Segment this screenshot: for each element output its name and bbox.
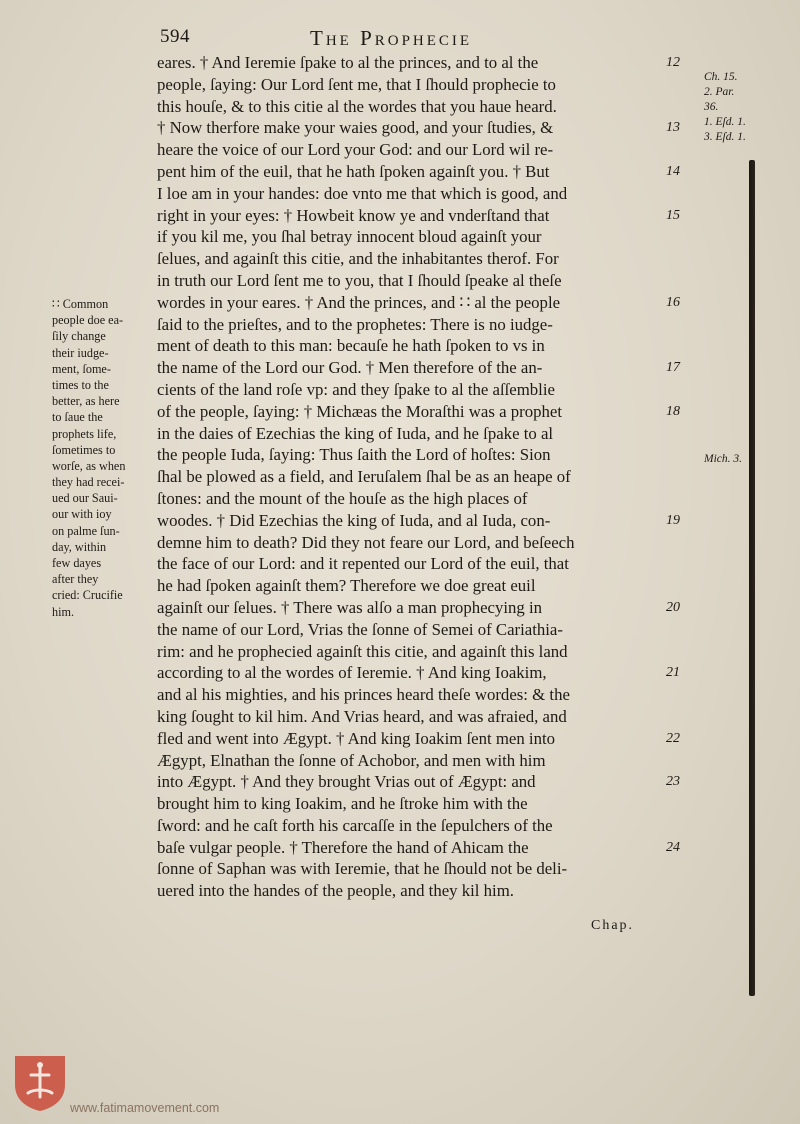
running-title: The Prophecie — [310, 26, 473, 50]
cross-reference: Ch. 15. — [704, 71, 738, 83]
fatima-shield-logo-icon — [12, 1053, 68, 1113]
text-line: ſonne of Saphan was with Ieremie, that he ſhould not be deli- — [157, 859, 568, 879]
cross-references-2 — [704, 452, 774, 467]
margin-note-line: prophets life, — [52, 426, 117, 441]
text-line: eares. † And Ieremie ſpake to al the princes, and to al the — [157, 53, 539, 72]
verse-number: 15 — [666, 207, 680, 223]
margin-note-line: few dayes — [52, 556, 102, 570]
text-line: right in your eyes: † Howbeit know ye and vnderſtand that — [157, 205, 550, 225]
cross-reference: 1. Eſd. 1. — [704, 116, 746, 128]
text-line: demne him to death? Did they not feare our Lord, and beſeech — [157, 532, 575, 552]
text-line: ſtones: and the mount of the houſe as the high places of — [157, 488, 528, 508]
text-line: pent him of the euil, that he hath ſpoken againſt you. † But — [157, 161, 550, 181]
margin-note-line: ment, ſome- — [52, 361, 111, 376]
verse-number: 17 — [666, 360, 680, 376]
text-line: ſaid to the prieſtes, and to the prophetes: There is no iudge- — [157, 314, 553, 334]
text-line: ſelues, and againſt this citie, and the inhabitantes therof. For — [157, 249, 559, 269]
text-line: people, ſaying: Our Lord ſent me, that I ſhould prophecie to — [157, 74, 556, 94]
margin-note-line: him. — [52, 604, 75, 619]
verse-number: 21 — [666, 665, 680, 681]
text-line: heare the voice of our Lord your God: and our Lord wil re- — [157, 140, 554, 160]
verse-number: 18 — [666, 403, 680, 419]
text-line: againſt our ſelues. † There was alſo a man prophecying in — [157, 597, 543, 617]
verse-number: 20 — [666, 600, 680, 615]
verse-number: 12 — [666, 55, 680, 70]
text-line: Ægypt, Elnathan the ſonne of Achobor, and men with him — [157, 750, 546, 770]
text-line: brought him to king Ioakim, and he ſtroke him with the — [157, 794, 528, 814]
text-line: the name of our Lord, Vrias the ſonne of Semei of Cariathia- — [157, 619, 563, 639]
verse-number: 14 — [666, 164, 680, 179]
verse-number: 22 — [666, 730, 680, 746]
body-text — [157, 52, 667, 902]
cross-references-1 — [704, 70, 774, 145]
margin-note-line: our with ioy — [52, 507, 112, 522]
text-line: the face of our Lord: and it repented our Lord of the euil, that — [157, 554, 569, 574]
margin-note-line: worſe, as when — [52, 458, 126, 473]
text-line: woodes. † Did Ezechias the king of Iuda, and al Iuda, con- — [157, 510, 551, 530]
verse-number: 16 — [666, 294, 680, 310]
text-line: wordes in your eares. † And the princes, and ∷ al the people — [157, 292, 561, 312]
catchword: Chap. — [591, 918, 635, 933]
text-line: according to al the wordes of Ieremie. † And king Ioakim, — [157, 663, 547, 683]
text-line: I loe am in your handes: doe vnto me that which is good, and — [157, 183, 568, 203]
margin-note-line: better, as here — [52, 394, 120, 409]
margin-note-line: cried: Crucifie — [52, 588, 123, 603]
text-line: this houſe, & to this citie al the wordes that you haue heard. — [157, 96, 557, 116]
margin-note-line: ſometimes to — [52, 442, 116, 457]
margin-note — [52, 296, 152, 620]
margin-note-line: they had recei- — [52, 475, 125, 490]
text-line: baſe vulgar people. † Therefore the hand of Ahicam the — [157, 837, 529, 857]
text-line: the name of the Lord our God. † Men therefore of the an- — [157, 358, 543, 378]
text-line: and al his mighties, and his princes heard theſe wordes: & the — [157, 685, 570, 705]
page-fold-shadow — [749, 160, 755, 996]
text-line: in the daies of Ezechias the king of Iuda, and he ſpake to al — [157, 423, 554, 443]
margin-note-line: times to the — [52, 377, 109, 392]
website-link[interactable]: www.fatimamovement.com — [70, 1101, 220, 1115]
margin-note-line: people doe ea- — [52, 313, 124, 328]
text-line: uered into the handes of the people, and they kil him. — [157, 881, 514, 901]
cross-reference: Mich. 3. — [704, 453, 743, 465]
verse-number: 24 — [666, 839, 680, 855]
cross-reference: 3. Eſd. 1. — [704, 131, 746, 143]
text-line: cients of the land roſe vp: and they ſpake to al the aſſemblie — [157, 379, 555, 399]
text-line: fled and went into Ægypt. † And king Ioakim ſent men into — [157, 728, 556, 748]
margin-note-line: ued our Saui- — [52, 491, 118, 506]
margin-note-line: day, within — [52, 539, 107, 554]
page-header — [160, 26, 680, 52]
text-line: in truth our Lord ſent me to you, that I ſhould ſpeake al theſe — [157, 270, 562, 290]
margin-note-line: ∷ Common — [52, 297, 109, 311]
text-line: if you kil me, you ſhal betray innocent bloud againſt your — [157, 227, 542, 247]
text-line: † Now therfore make your waies good, and your ſtudies, & — [157, 118, 554, 138]
margin-note-line: their iudge- — [52, 345, 109, 360]
verse-number: 23 — [666, 774, 680, 790]
margin-note-line: to ſaue the — [52, 410, 103, 425]
margin-note-line: ſily change — [52, 329, 106, 344]
verse-number: 19 — [666, 512, 680, 528]
text-line: the people Iuda, ſaying: Thus ſaith the Lord of hoſtes: Sion — [157, 445, 551, 465]
cross-reference: 36. — [704, 101, 719, 113]
margin-note-line: on palme ſun- — [52, 523, 120, 538]
page-number: 594 — [160, 26, 190, 47]
text-line: ſword: and he caſt forth his carcaſſe in the ſepulchers of the — [157, 815, 553, 835]
text-line: rim: and he prophecied againſt this citie, and againſt this land — [157, 641, 568, 661]
text-line: of the people, ſaying: † Michæas the Moraſthi was a prophet — [157, 401, 562, 421]
cross-reference: 2. Par. — [704, 86, 735, 98]
text-line: he had ſpoken againſt them? Therefore we doe great euil — [157, 576, 536, 596]
verse-number: 13 — [666, 120, 680, 136]
text-line: king ſought to kil him. And Vrias heard, and was afraied, and — [157, 706, 567, 726]
text-line: into Ægypt. † And they brought Vrias out of Ægypt: and — [157, 772, 536, 792]
text-line: ment of death to this man: becauſe he hath ſpoken to vs in — [157, 336, 545, 356]
text-line: ſhal be plowed as a field, and Ieruſalem ſhal be as an heape of — [157, 467, 571, 487]
margin-note-line: after they — [52, 572, 99, 587]
